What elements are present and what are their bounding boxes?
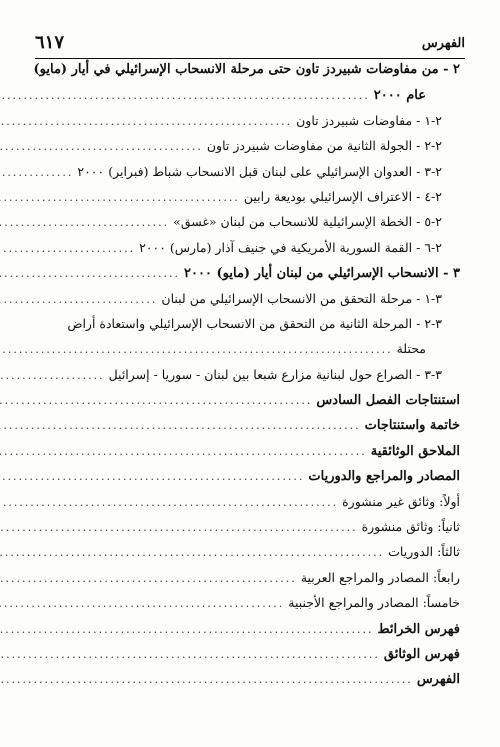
toc-entry-label: خاتمة واستنتاجات: [364, 418, 460, 434]
toc-entry: [35, 570, 460, 595]
dot-leader: [0, 572, 297, 585]
toc-entry: [35, 316, 460, 341]
dot-leader: [0, 369, 105, 382]
dot-leader: [0, 140, 203, 153]
dot-leader: [0, 191, 240, 204]
toc-list: [35, 62, 460, 697]
page-header: [35, 32, 465, 59]
toc-entry-label: ٢-٣ - العدوان الإسرائيلي على لبنان قبل الانسحاب شباط (فبراير) ٢٠٠٠: [77, 163, 442, 179]
toc-entry-label: عام ٢٠٠٠: [373, 88, 426, 104]
dot-leader: [0, 597, 284, 610]
toc-entry: [35, 468, 460, 493]
toc-entry: [35, 544, 460, 569]
toc-entry: [35, 494, 460, 519]
toc-entry-label: ٢-١ - مفاوضات شبيردز تاون: [296, 112, 442, 128]
toc-entry: [35, 291, 460, 316]
toc-entry: [35, 392, 460, 417]
toc-entry-label: ٢ - من مفاوضات شبيردز تاون حتى مرحلة الانسحاب الإسرائيلي في أيار (مايو): [33, 62, 460, 77]
toc-entry-label: فهرس الوثائق: [383, 646, 460, 662]
toc-entry-label: أولاً: وثائق غير منشورة: [342, 493, 460, 509]
toc-entry: [35, 113, 460, 138]
dot-leader: [0, 521, 358, 534]
toc-entry-label: الملاحق الوثائقية: [370, 443, 460, 459]
toc-entry-label: ٣-١ - مرحلة التحقق من الانسحاب الإسرائيلي من لبنان: [161, 290, 442, 306]
dot-leader: [0, 242, 135, 255]
toc-entry-label: المصادر والمراجع والدوريات: [308, 469, 460, 485]
toc-entry-label: استنتاجات الفصل السادس: [316, 393, 460, 409]
toc-entry-label: ٢-٥ - الخطة الإسرائيلية للانسحاب من لبنان «غسق»: [173, 214, 442, 230]
toc-entry: [35, 367, 460, 392]
toc-entry: [35, 214, 460, 239]
toc-entry: [35, 189, 460, 214]
toc-entry-label: الفهرس: [416, 672, 460, 688]
toc-entry-label: رابعاً: المصادر والمراجع العربية: [300, 569, 460, 585]
dot-leader: [0, 89, 370, 102]
dot-leader: [0, 343, 393, 356]
toc-entry: [35, 443, 460, 468]
dot-leader: [0, 546, 384, 559]
toc-entry: [35, 519, 460, 544]
dot-leader: [0, 293, 157, 306]
dot-leader: [0, 419, 361, 432]
toc-entry-label: ٣ - الانسحاب الإسرائيلي من لبنان أيار (مايو) ٢٠٠٠: [184, 266, 460, 282]
toc-entry-label: ٢-٢ - الجولة الثانية من مفاوضات شبيردز تاون: [206, 138, 442, 154]
toc-entry: [35, 240, 460, 265]
running-title: الفهرس: [421, 36, 465, 51]
toc-entry-label: فهرس الخرائط: [377, 621, 460, 637]
toc-entry-label: محتلة: [396, 341, 426, 357]
dot-leader: [0, 445, 367, 458]
toc-entry-label: ٣-٢ - المرحلة الثانية من التحقق من الانسحاب الإسرائيلي واستعادة أراض: [67, 315, 442, 331]
toc-entry: [35, 341, 460, 366]
toc-entry: [35, 671, 460, 696]
dot-leader: [0, 623, 374, 636]
dot-leader: [0, 267, 180, 280]
toc-entry: [35, 87, 460, 112]
dot-leader: [0, 470, 304, 483]
toc-entry: [35, 138, 460, 163]
dot-leader: [0, 648, 380, 661]
toc-entry-label: ٢-٦ - القمة السورية الأمريكية في جنيف آذار (مارس) ٢٠٠٠: [139, 239, 442, 255]
dot-leader: [0, 394, 312, 407]
toc-entry: [35, 164, 460, 189]
toc-entry: [35, 646, 460, 671]
dot-leader: [0, 673, 413, 686]
toc-entry-label: خامساً: المصادر والمراجع الأجنبية: [288, 595, 460, 611]
dot-leader: [0, 216, 169, 229]
toc-entry: [35, 62, 460, 87]
dot-leader: [0, 166, 73, 179]
dot-leader: [0, 115, 292, 128]
toc-entry: [35, 265, 460, 290]
toc-entry-label: ٢-٤ - الاعتراف الإسرائيلي بوديعة رابين: [243, 188, 442, 204]
toc-entry-label: ثالثاً: الدوريات: [388, 544, 460, 560]
toc-entry-label: ثانياً: وثائق منشورة: [361, 519, 460, 535]
toc-entry-label: ٣-٣ - الصراع حول لبنانية مزارع شبعا بين لبنان - سوريا - إسرائيل: [108, 366, 442, 382]
page-number: ٦١٧: [35, 32, 65, 53]
toc-entry: [35, 595, 460, 620]
dot-leader: [0, 496, 338, 509]
toc-entry: [35, 621, 460, 646]
toc-entry: [35, 417, 460, 442]
